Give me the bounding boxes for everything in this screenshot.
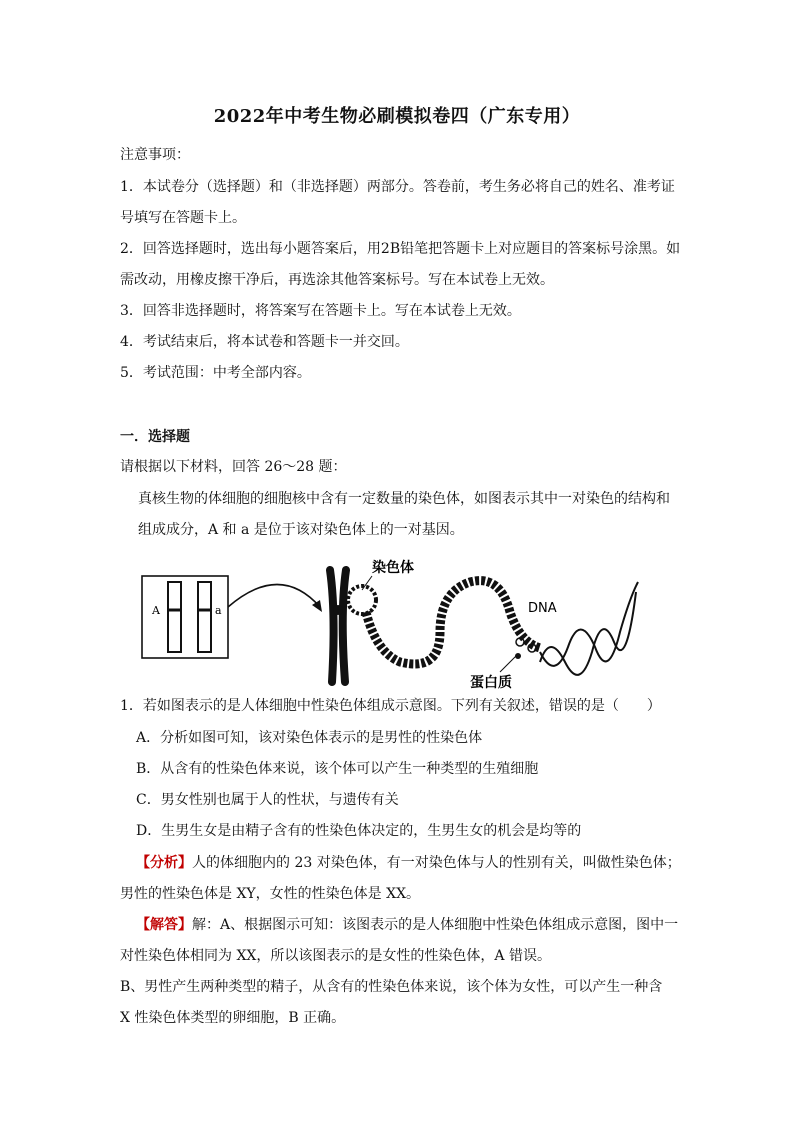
answer-line-2: 对性染色体相同为 XX，所以该图表示的是女性的性染色体，A 错误。: [120, 948, 551, 964]
notice-item: 需改动，用橡皮擦干净后，再选涂其他答案标号。写在本试卷上无效。: [120, 272, 554, 288]
label-protein-leader: [500, 656, 516, 672]
notice-item: 4．考试结束后，将本试卷和答题卡一并交回。: [120, 334, 409, 350]
answer-tag: 【解答】: [136, 917, 192, 933]
answer-line-3: B、男性产生两种类型的精子，从含有的性染色体来说，该个体为女性，可以产生一种含: [120, 979, 663, 995]
answer-line-4: X 性染色体类型的卵细胞，B 正确。: [120, 1010, 346, 1026]
chromosome-right: [198, 582, 211, 652]
answer-line-1: [136, 915, 678, 935]
answer-text: 解：A、根据图示可知：该图表示的是人体细胞中性染色体组成示意图，图中一: [192, 917, 679, 933]
notice-heading: 注意事项：: [120, 147, 190, 163]
question-option-c: C．男女性别也属于人的性状，与遗传有关: [136, 792, 399, 808]
chromosome-diagram: [140, 552, 640, 692]
notice-item: 号填写在答题卡上。: [120, 210, 246, 226]
analysis-line-1: [136, 853, 681, 873]
chromatin-fiber: [366, 581, 540, 664]
chromosome-pair-box: [142, 576, 228, 658]
centromere: [333, 605, 343, 615]
sister-chromatid-left: [330, 570, 334, 682]
gene-label-A: A: [152, 604, 160, 617]
material-text: 组成成分，A 和 a 是位于该对染色体上的一对基因。: [138, 522, 464, 538]
label-chromosome: 染色体: [372, 560, 414, 576]
gene-label-a: a: [215, 604, 222, 617]
section-heading: 一．选择题: [120, 429, 190, 445]
question-option-a: A．分析如图可知，该对染色体表示的是男性的性染色体: [136, 730, 483, 746]
material-text: 真核生物的体细胞的细胞核中含有一定数量的染色体，如图表示其中一对染色的结构和: [138, 491, 670, 507]
chromosome-left: [168, 582, 181, 652]
notice-item: 1．本试卷分（选择题）和（非选择题）两部分。答卷前，考生务必将自己的姓名、准考证: [120, 179, 675, 195]
analysis-text: 人的体细胞内的 23 对染色体，有一对染色体与人的性别有关，叫做性染色体；: [192, 855, 681, 871]
label-protein: 蛋白质: [470, 675, 512, 691]
arrow-line: [228, 585, 320, 608]
label-dna: DNA: [528, 601, 557, 616]
dna-strand-2: [540, 582, 638, 666]
analysis-line-2: 男性的性染色体是 XY，女性的性染色体是 XX。: [120, 886, 421, 902]
notice-item: 2．回答选择题时，选出每小题答案后，用2B铅笔把答题卡上对应题目的答案标号涂黑。如: [120, 241, 681, 257]
arrow-head: [312, 600, 322, 612]
analysis-tag: 【分析】: [136, 855, 192, 871]
question-stem: 1．若如图表示的是人体细胞中性染色体组成示意图。下列有关叙述，错误的是（ ）: [120, 698, 661, 714]
sister-chromatid-right: [343, 570, 346, 682]
notice-item: 5．考试范围：中考全部内容。: [120, 365, 311, 381]
question-option-d: D．生男生女是由精子含有的性染色体决定的，生男生女的机会是均等的: [136, 823, 582, 839]
question-option-b: B．从含有的性染色体来说，该个体可以产生一种类型的生殖细胞: [136, 761, 539, 777]
page-title: 2022年中考生物必刷模拟卷四（广东专用）: [213, 106, 581, 127]
section-intro: 请根据以下材料，回答 26～28 题：: [120, 459, 347, 475]
notice-item: 3．回答非选择题时，将答案写在答题卡上。写在本试卷上无效。: [120, 303, 521, 319]
chromatin-coil: [348, 586, 376, 614]
chromosome-diagram-svg: [140, 552, 640, 692]
